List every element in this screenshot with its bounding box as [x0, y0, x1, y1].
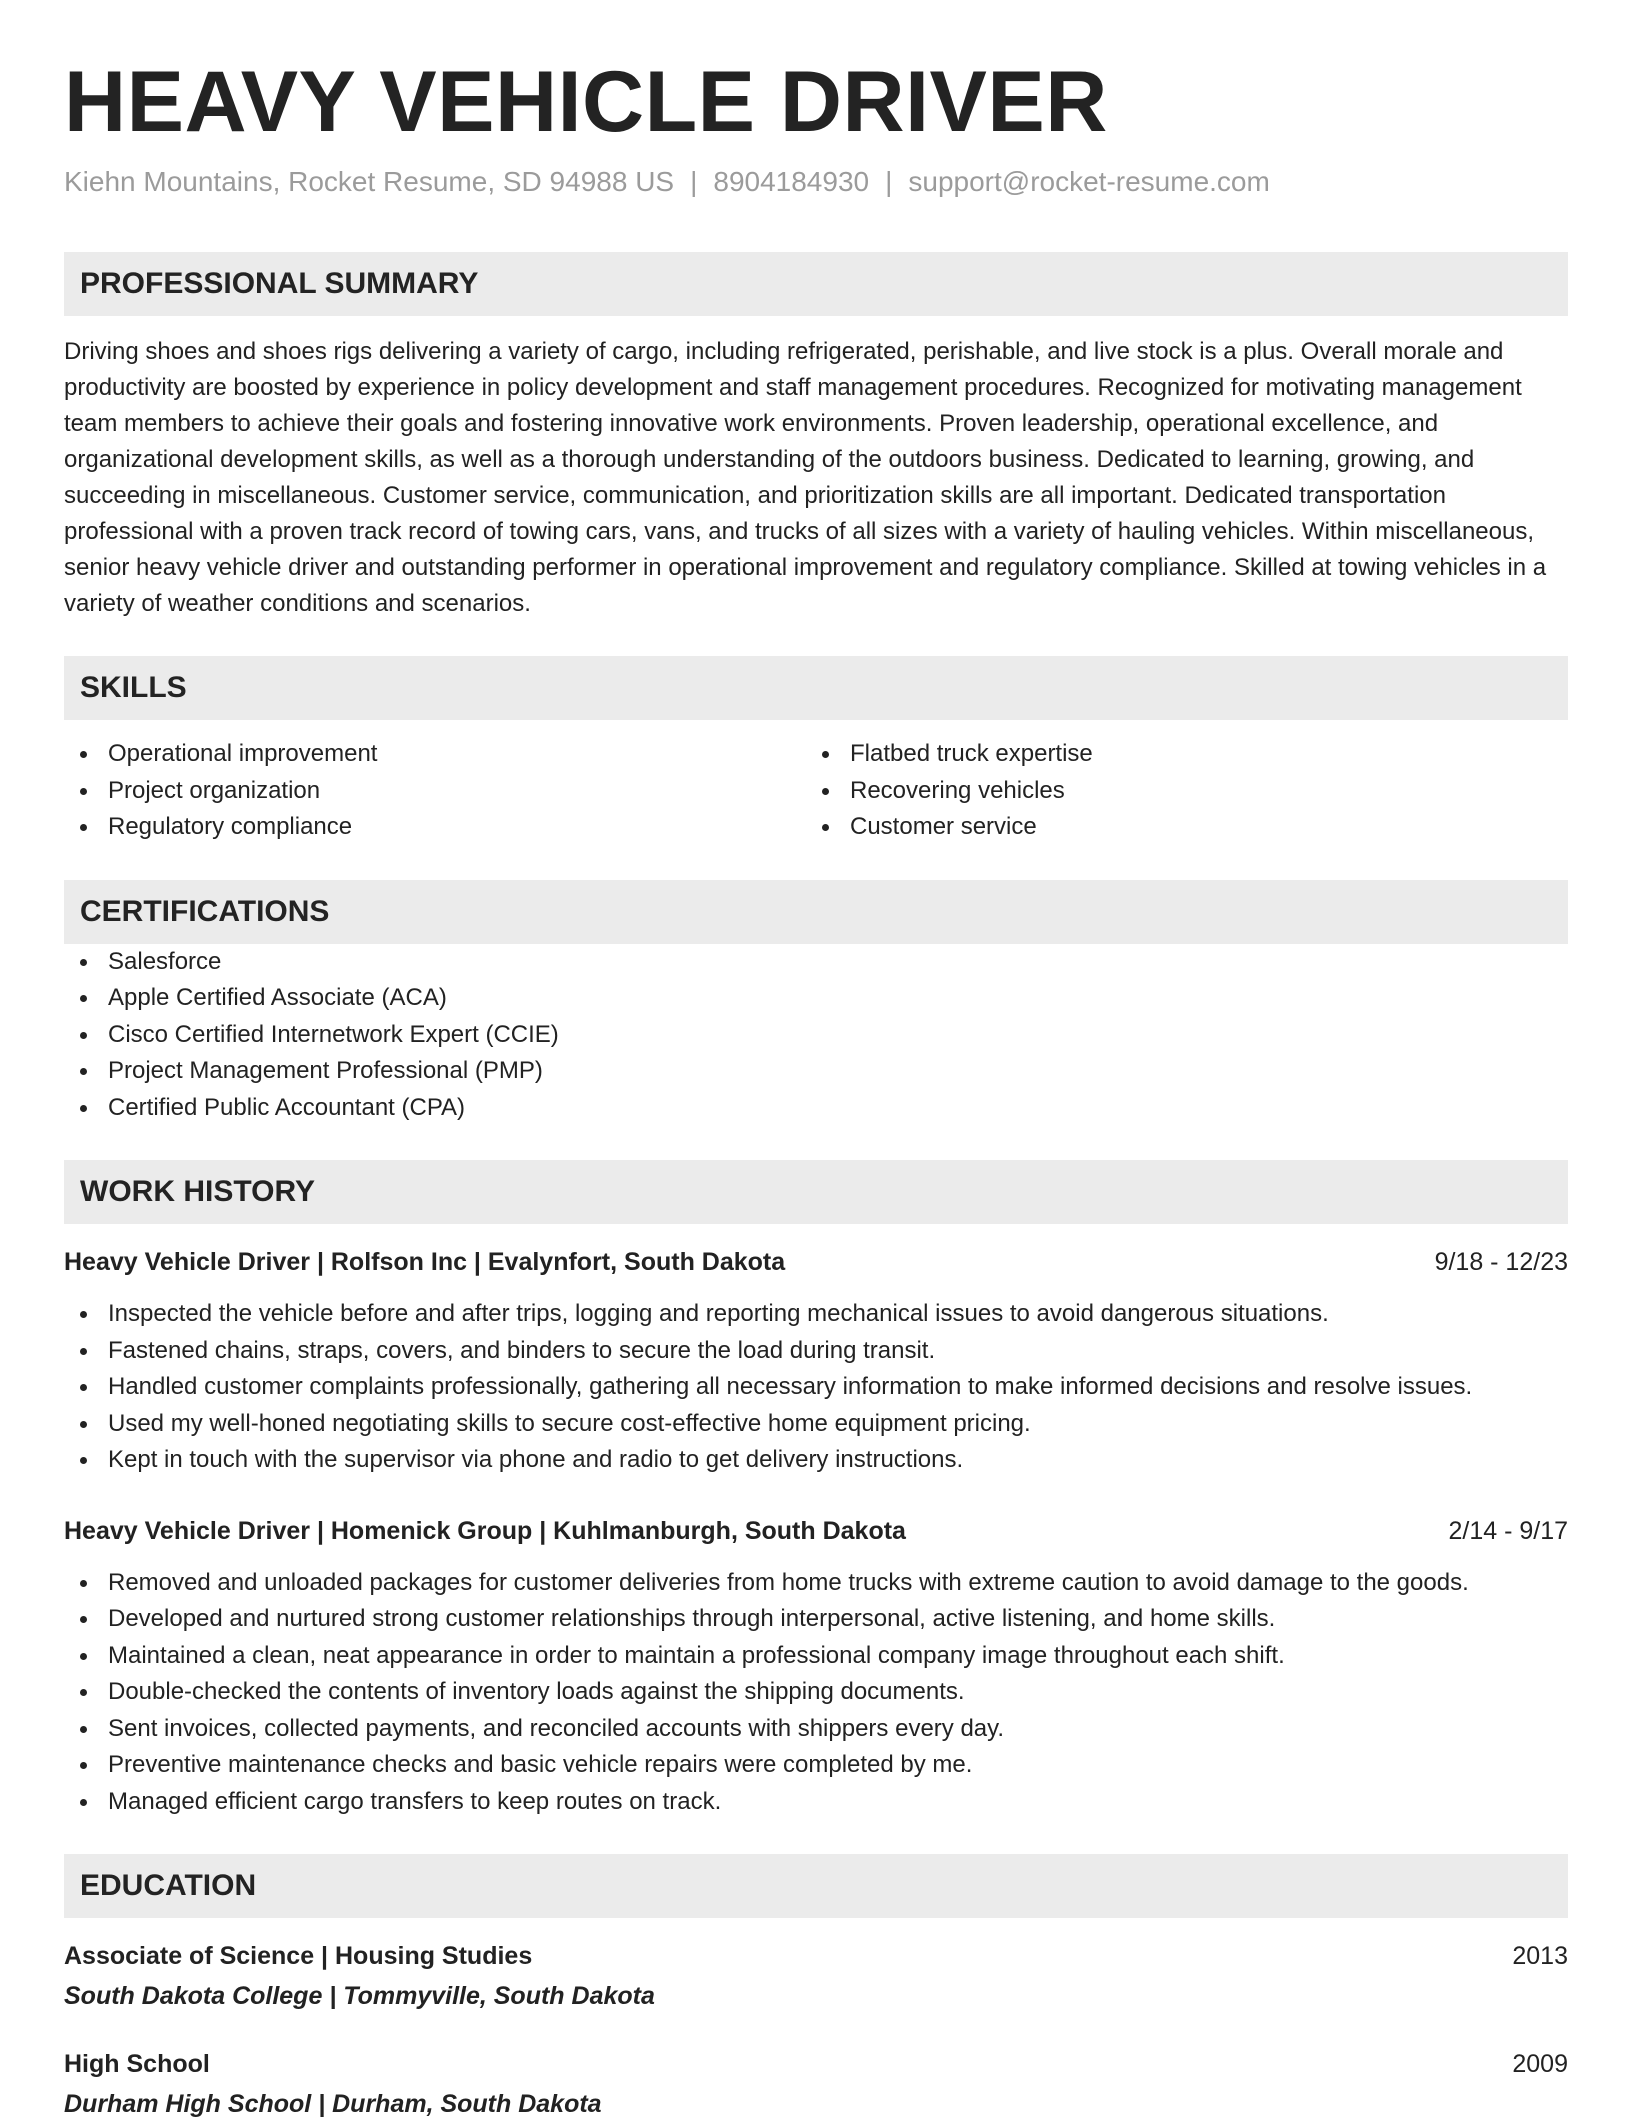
- skill-item: Flatbed truck expertise: [806, 736, 1548, 773]
- job-duty-item: Kept in touch with the supervisor via phone and radio to get delivery instructions.: [64, 1442, 1568, 1479]
- certification-item: Salesforce: [64, 944, 1568, 981]
- resume-title: HEAVY VEHICLE DRIVER: [64, 54, 1108, 150]
- skill-item: Regulatory compliance: [64, 809, 806, 846]
- job-entry: [64, 1244, 1568, 1479]
- job-duty-item: Handled customer complaints professionally, gathering all necessary information to make informed decisions and resolve issues.: [64, 1369, 1568, 1406]
- education-degree: Associate of Science | Housing Studies: [64, 1942, 533, 1970]
- job-title: Heavy Vehicle Driver | Homenick Group | Kuhlmanburgh, South Dakota: [64, 1516, 906, 1545]
- job-duty-item: Removed and unloaded packages for customer deliveries from home trucks with extreme caution to avoid damage to the goods.: [64, 1565, 1568, 1602]
- job-duty-item: Developed and nurtured strong customer relationships through interpersonal, active listening, and home skills.: [64, 1601, 1568, 1638]
- job-duties-list: [64, 1296, 1568, 1479]
- education-degree: High School: [64, 2050, 210, 2078]
- job-duty-item: Preventive maintenance checks and basic vehicle repairs were completed by me.: [64, 1747, 1568, 1784]
- job-entry: [64, 1513, 1568, 1821]
- job-title: Heavy Vehicle Driver | Rolfson Inc | Evalynfort, South Dakota: [64, 1248, 786, 1276]
- contact-line: [64, 164, 1568, 200]
- job-header: [64, 1513, 1568, 1549]
- certification-item: Certified Public Accountant (CPA): [64, 1090, 1568, 1127]
- skill-item: Project organization: [64, 773, 806, 810]
- skills-list-left: [64, 736, 806, 846]
- skills-heading: SKILLS: [64, 656, 1568, 720]
- contact-email: support@rocket-resume.com: [908, 166, 1270, 197]
- job-duty-item: Double-checked the contents of inventory loads against the shipping documents.: [64, 1674, 1568, 1711]
- certifications-list: [64, 944, 1568, 1127]
- education-entry: [64, 2046, 1568, 2124]
- resume-page: [64, 0, 1568, 2124]
- skills-grid: [64, 736, 1568, 846]
- certification-item: Cisco Certified Internetwork Expert (CCIE): [64, 1017, 1568, 1054]
- summary-text: Driving shoes and shoes rigs delivering a variety of cargo, including refrigerated, perishable, and live stock is a plus. Overall morale and productivity are boosted by experience in policy development and staff management procedures. Recognized for motivating management team members to achieve their goals and fostering innovative work environments. Proven leadership, operational excellence, and organizational development skills, as well as a thorough understanding of the outdoors business. Dedicated to learning, growing, and succeeding in miscellaneous. Customer service, communication, and prioritization skills are all important. Dedicated transportation professional with a proven track record of towing cars, vans, and trucks of all sizes with a variety of hauling vehicles. Within miscellaneous, senior heavy vehicle driver and outstanding performer in operational improvement and regulatory compliance. Skilled at towing vehicles in a variety of weather conditions and scenarios.: [64, 338, 1547, 617]
- education-year: 2009: [1512, 2050, 1568, 2078]
- work-history-heading: WORK HISTORY: [64, 1160, 1568, 1224]
- education-section: [64, 1854, 1568, 2124]
- education-entry: [64, 1938, 1568, 2016]
- job-duties-list: [64, 1565, 1568, 1821]
- skill-item: Operational improvement: [64, 736, 806, 773]
- skills-section: [64, 656, 1568, 846]
- job-duty-item: Maintained a clean, neat appearance in order to maintain a professional company image throughout each shift.: [64, 1638, 1568, 1675]
- skill-item: Customer service: [806, 809, 1548, 846]
- education-school: South Dakota College | Tommyville, South Dakota: [64, 1982, 655, 2010]
- contact-phone: 8904184930: [713, 166, 870, 197]
- certification-item: Project Management Professional (PMP): [64, 1053, 1568, 1090]
- job-header: [64, 1244, 1568, 1280]
- education-school: Durham High School | Durham, South Dakota: [64, 2090, 602, 2118]
- education-heading: EDUCATION: [64, 1854, 1568, 1918]
- job-dates: 2/14 - 9/17: [1448, 1516, 1568, 1545]
- certification-item: Apple Certified Associate (ACA): [64, 980, 1568, 1017]
- job-duty-item: Managed efficient cargo transfers to keep routes on track.: [64, 1784, 1568, 1821]
- education-header: [64, 2046, 1568, 2082]
- job-duty-item: Fastened chains, straps, covers, and binders to secure the load during transit.: [64, 1333, 1568, 1370]
- contact-separator: |: [690, 166, 698, 197]
- job-duty-item: Sent invoices, collected payments, and reconciled accounts with shippers every day.: [64, 1711, 1568, 1748]
- contact-separator: |: [885, 166, 893, 197]
- certifications-section: [64, 880, 1568, 1127]
- work-history-section: [64, 1160, 1568, 1820]
- job-duty-item: Inspected the vehicle before and after trips, logging and reporting mechanical issues to avoid dangerous situations.: [64, 1296, 1568, 1333]
- job-duty-item: Used my well-honed negotiating skills to secure cost-effective home equipment pricing.: [64, 1406, 1568, 1443]
- education-header: [64, 1938, 1568, 1974]
- contact-address: Kiehn Mountains, Rocket Resume, SD 94988 US: [64, 166, 675, 197]
- skill-item: Recovering vehicles: [806, 773, 1548, 810]
- summary-heading: PROFESSIONAL SUMMARY: [64, 252, 1568, 316]
- job-dates: 9/18 - 12/23: [1434, 1248, 1568, 1276]
- certifications-heading: CERTIFICATIONS: [64, 880, 1568, 944]
- education-year: 2013: [1512, 1942, 1568, 1970]
- skills-list-right: [806, 736, 1548, 846]
